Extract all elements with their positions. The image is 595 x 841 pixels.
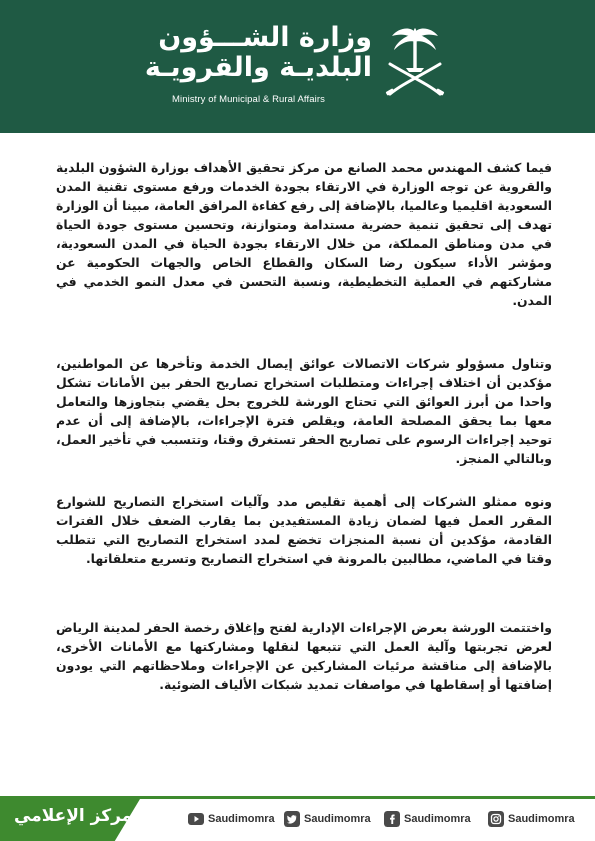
- ministry-name-ar-line1: وزارة الشـــؤون: [158, 22, 372, 53]
- social-handle: Saudimomra: [404, 813, 471, 825]
- paragraph-2: وتناول مسؤولو شركات الاتصالات عوائق إيصال الخدمة وتأخرها عن المواطنين، مؤكدين أن اختلاف إجراءات ومتطلبات استخراج تصاريح الحفر بين الأمانات تشكل واحدا من أبرز العوائق التي تحتاج الورشة للخروج بحل يقضي بتجاوزها والتعامل معها بما يحقق المصلحة العامة، ويقلص فترة الإجراءات، بالإضافة إلى أن عدم توحيد إجراءات الرسوم على تصاريح الحفر تستغرق وقتا، وتتسبب في تأخير العمل، وبالتالي المنجز.: [56, 356, 552, 466]
- social-handle: Saudimomra: [304, 813, 371, 825]
- social-link-twitter[interactable]: [284, 810, 371, 828]
- twitter-icon: [284, 811, 300, 827]
- social-handle: Saudimomra: [208, 813, 275, 825]
- ministry-name-ar-line2: البلديـة والقرويـة: [144, 52, 372, 83]
- media-center-label: المركز الإعلامي: [14, 806, 146, 826]
- footer-divider: [0, 796, 595, 799]
- social-links: [188, 810, 588, 830]
- paragraph-4: واختتمت الورشة بعرض الإجراءات الإدارية لفتح وإغلاق رخصة الحفر لمدينة الرياض لعرض تجربتها وآلية العمل التي تتبعها لنقلها ومشاركتها مع الأمانات الأخرى، بالإضافة إلى مناقشة مرئيات المشاركين عن الإجراءات وملاحظاتهم التي يودون إضافتها أو إسقاطها في مواصفات تمديد شبكات الألياف الضوئية.: [56, 620, 552, 692]
- youtube-icon: [188, 811, 204, 827]
- social-handle: Saudimomra: [508, 813, 575, 825]
- social-link-youtube[interactable]: [188, 810, 275, 828]
- social-link-instagram[interactable]: [488, 810, 575, 828]
- paragraph-3: ونوه ممثلو الشركات إلى أهمية تقليص مدد وآليات استخراج التصاريح للشوارع المقرر العمل فيها لضمان زيادة المستفيدين بما يقارب الضعف خلال الفترات القادمة، مؤكدين أن نسبة المنجزات تخضع لمدد استخراج التصاريح التي تتطلب وقتا في الماضي، مطالبين بالمرونة في استخراج التصاريح وتسريع متعلقاتها.: [56, 494, 552, 566]
- paragraph-1: فيما كشف المهندس محمد الصانع من مركز تحقيق الأهداف بوزارة الشؤون البلدية والقروية عن توجه الوزارة في الارتقاء بجودة الخدمات ورفع مستوى تقنية المدن السعودية اقليميا وعالميا، بالإضافة إلى رفع كفاءة المرافق العامة، مبينا أن الوزارة تهدف إلى تحقيق تنمية حضرية مستدامة ومتوازنة، وتحسين مستوى جودة الحياة في مدن ومناطق المملكة، من خلال الارتقاء بجودة الحياة في المدن السعودية، ومؤشر الأداء سيكون رضا السكان والقطاع الخاص والجهات الحكومية عن مشاركتهم في العملية التخطيطية، ونسبة التحسن في معدل النمو الخدمي في المدن.: [56, 160, 552, 308]
- instagram-icon: [488, 811, 504, 827]
- facebook-icon: [384, 811, 400, 827]
- ministry-logo: [144, 22, 450, 117]
- social-link-facebook[interactable]: [384, 810, 471, 828]
- palm-swords-emblem-icon: [380, 24, 450, 102]
- ministry-name-en: Ministry of Municipal & Rural Affairs: [172, 94, 325, 105]
- header-banner: [0, 0, 595, 133]
- footer-bar: [0, 796, 595, 841]
